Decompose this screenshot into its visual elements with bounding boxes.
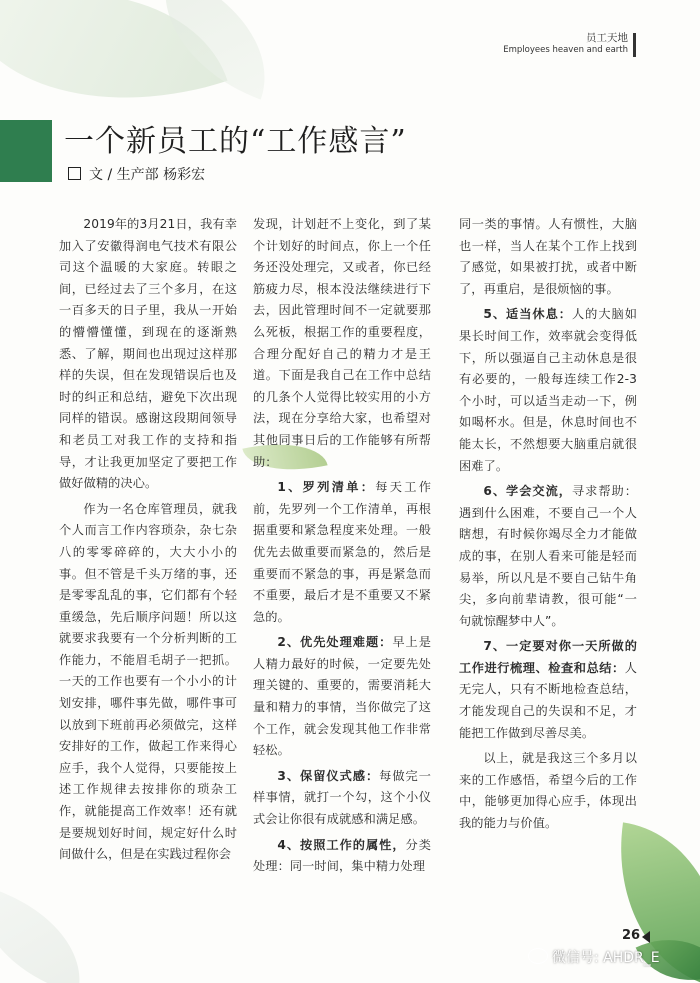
tip-heading: 6、学会交流， bbox=[483, 484, 572, 499]
text-column-1 bbox=[59, 214, 237, 870]
tip-text: 每天工作前，先罗列一个工作清单，再根据重要和紧急程度来处理。一般优先去做重要而紧急的，然后是重要而不紧急的事，再是紧急而不重要，最后才是不重要又不紧急的。 bbox=[253, 480, 431, 624]
tip-text: 早上是人精力最好的时候，一定要先处理关键的、重要的，需要消耗大量和精力的事情，当你做完了这个工作，就会发现其他工作非常轻松。 bbox=[253, 635, 431, 758]
tip-text: 人的大脑如果长时间工作，效率就会变得低下，所以强逼自己主动休息是很有必要的，一般每连续工作2-3个小时，可以适当走动一下，例如喝杯水。但是，休息时间也不能太长，不然想要大脑重启就很困难了。 bbox=[459, 307, 638, 473]
tip-paragraph bbox=[253, 766, 431, 831]
tip-heading: 4、按照工作的属性， bbox=[277, 837, 406, 852]
article-title: 一个新员工的“工作感言” bbox=[64, 124, 407, 159]
paragraph: 以上，就是我这三个多月以来的工作感悟，希望今后的工作中，能够更加得心应手，体现出我的能力与价值。 bbox=[459, 751, 637, 831]
tip-heading: 7、一定要对你一天所做的工作进行梳理、检查和总结： bbox=[459, 639, 637, 675]
wechat-icon bbox=[528, 948, 548, 964]
paragraph: 同一类的事情。人有惯性，大脑也一样，当人在某个工作上找到了感觉，如果被打扰，或者中断了，再重启，是很烦恼的事。 bbox=[459, 217, 637, 296]
tip-paragraph bbox=[459, 636, 637, 744]
tip-paragraph bbox=[459, 481, 637, 632]
tip-text: 人无完人，只有不断地检查总结，才能发现自己的失误和不足，才能把工作做到尽善尽美。 bbox=[459, 660, 637, 740]
tip-heading: 3、保留仪式感： bbox=[277, 768, 380, 783]
tip-text: 分类处理：同一时间，集中精力处理 bbox=[253, 837, 432, 874]
paragraph: 2019年的3月21日，我有幸加入了安徽得润电气技术有限公司这个温暖的大家庭。转眼之间，已经过去了三个多月，在这一百多天的日子里，我从一开始的懵懵懂懂，到现在的逐渐熟悉、了解，期间也出现过这样那样的失误，但在发现错误后也及时的纠正和总结，避免下次出现同样的错误。感谢这段期间领导和老员工对我工作的支持和指导，才让我更加坚定了要把工作做好做精的决心。 bbox=[59, 217, 237, 491]
title-accent-block bbox=[0, 120, 52, 182]
tip-heading: 5、适当休息： bbox=[483, 307, 572, 322]
paragraph: 发现，计划赶不上变化，到了某个计划好的时间点，你上一个任务还没处理完，又或者，你已经筋疲力尽，根本没法继续进行下去，因此管理时间不一定就要那么死板，根据工作的重要程度，合理分配好自己的精力才是王道。下面是我自己在工作中总结的几条个人觉得比较实用的小方法，现在分享给大家，也希望对其他同事日后的工作能够有所帮助： bbox=[253, 217, 431, 469]
decorative-leaf bbox=[0, 886, 98, 983]
article-byline bbox=[68, 164, 205, 184]
header-divider bbox=[633, 33, 636, 57]
section-title-cn: 员工天地 bbox=[586, 32, 628, 44]
tip-paragraph bbox=[253, 835, 431, 878]
tip-heading: 1、罗列清单： bbox=[277, 480, 376, 495]
wechat-watermark bbox=[528, 947, 660, 967]
tip-text: 每做完一样事情，就打一个勾，这个小仪式会让你很有成就感和满足感。 bbox=[253, 768, 431, 827]
paragraph: 作为一名仓库管理员，就我个人而言工作内容琐杂，杂七杂八的零零碎碎的，大大小小的事。但不管是千头万绪的事，还是零零乱乱的事，它们都有个轻重缓急，先后顺序问题！所以这就要求我要有一个分析判断的工作能力，不能眉毛胡子一把抓。一天的工作也要有一个小小的计划安排，哪件事先做，哪件事可以放到下班前再必须做完，这样安排好的工作，做起工作来得心应手，我个人觉得，只要能按上述工作规律去按排你的琐杂工作，就能提高工作效率！还有就是要规划好时间，规定好什么时间做什么，但是在实践过程你会 bbox=[59, 501, 237, 862]
page-number: 26 bbox=[622, 928, 641, 943]
tip-paragraph bbox=[253, 632, 431, 762]
section-title-en: Employees heaven and earth bbox=[503, 45, 628, 55]
section-header bbox=[503, 32, 628, 56]
square-icon bbox=[68, 167, 81, 180]
page-arrow-icon bbox=[642, 931, 650, 943]
text-column-3 bbox=[459, 214, 637, 839]
wechat-id: 微信号: AHDR_E bbox=[552, 950, 660, 966]
tip-paragraph bbox=[253, 477, 431, 628]
tip-paragraph bbox=[459, 304, 637, 477]
tip-text: 寻求帮助：遇到什么困难，不要自己一个人瞎想，有时候你竭尽全力才能做成的事，在别人看来可能是轻而易举，所以凡是不要自己钻牛角尖，多向前辈请教，很可能“一句就惊醒梦中人”。 bbox=[459, 484, 638, 628]
byline-text: 文 / 生产部 杨彩宏 bbox=[89, 167, 206, 183]
text-column-2 bbox=[253, 214, 431, 882]
tip-heading: 2、优先处理难题： bbox=[277, 635, 393, 650]
